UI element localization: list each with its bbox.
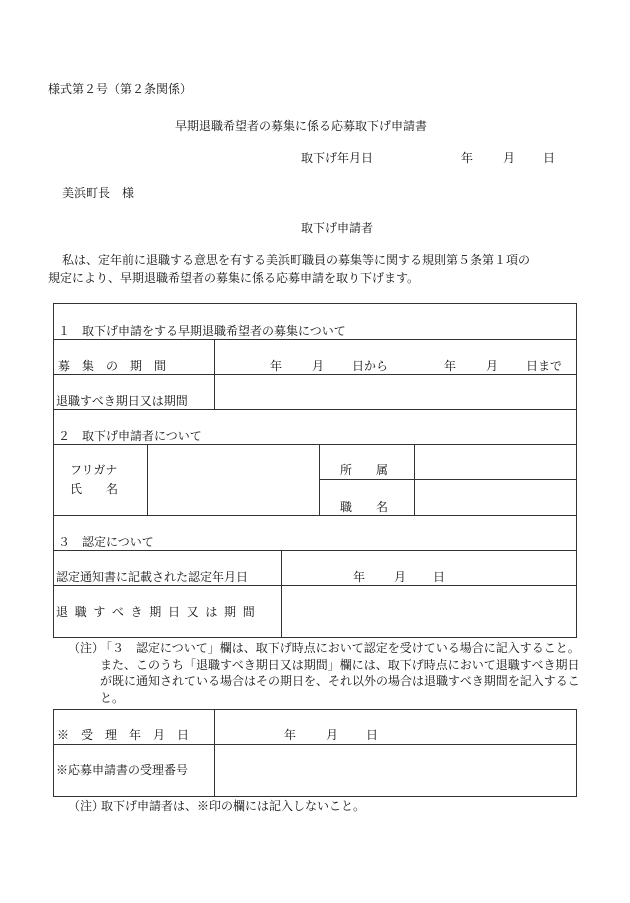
furigana-label: フリガナ <box>70 463 118 477</box>
note-1-label: （注） <box>68 641 105 655</box>
position-label: 職 名 <box>340 500 389 514</box>
period-to-day: 日まで <box>526 359 563 373</box>
withdrawal-date-label: 取下げ年月日 <box>301 151 374 165</box>
form-title: 早期退職希望者の募集に係る応募取下げ申請書 <box>175 119 428 133</box>
receipt-date-day: 日 <box>366 728 379 742</box>
receipt-number-label: ※応募申請書の受理番号 <box>56 763 189 777</box>
receipt-date-label: ※ 受 理 年 月 日 <box>57 728 190 742</box>
note-2-text: 取下げ申請者は、※印の欄には記入しないこと。 <box>101 799 366 813</box>
section1-title: １ 取下げ申請をする早期退職希望者の募集について <box>58 324 346 338</box>
retirement-date-label-2: 退職すべき期日又は期間 <box>56 605 262 619</box>
certification-date-label: 認定通知書に記載された認定年月日 <box>56 570 249 584</box>
cert-date-year: 年 <box>353 570 366 584</box>
withdrawal-date-month: 月 <box>503 151 516 165</box>
affiliation-label: 所 属 <box>340 463 389 477</box>
withdrawal-date-day: 日 <box>543 151 556 165</box>
cert-date-day: 日 <box>433 570 446 584</box>
recruitment-period-label: 募 集 の 期 間 <box>58 359 167 373</box>
body-text-line2: 規定により、早期退職希望者の募集に係る応募申請を取り下げます。 <box>48 271 420 285</box>
section3-title: ３ 認定について <box>58 535 154 549</box>
body-text-line1: 私は、定年前に退職する意思を有する美浜町職員の募集等に関する規則第５条第１項の <box>62 253 531 267</box>
name-label: 氏 名 <box>70 482 119 496</box>
period-from-year: 年 <box>270 359 283 373</box>
note-2-label: （注） <box>68 799 105 813</box>
note-1 <box>68 640 580 706</box>
period-from-day: 日から <box>352 359 389 373</box>
receipt-date-year: 年 <box>284 728 297 742</box>
note-1-text: 「３ 認定について」欄は、取下げ時点において認定を受けている場合に記入すること。また、このうち「退職すべき期日又は期間」欄には、取下げ時点において退職すべき期日が既に通知されている場合はその期日を、それ以外の場合は退職すべき期間を記入すること。 <box>100 641 580 705</box>
addressee: 美浜町長 様 <box>62 186 135 200</box>
retirement-date-label: 退職すべき期日又は期間 <box>56 394 188 408</box>
period-from-month: 月 <box>312 359 325 373</box>
period-to-month: 月 <box>486 359 499 373</box>
cert-date-month: 月 <box>394 570 407 584</box>
applicant-label: 取下げ申請者 <box>301 221 374 235</box>
period-to-year: 年 <box>444 359 457 373</box>
form-number: 様式第２号（第２条関係） <box>48 82 193 96</box>
receipt-date-month: 月 <box>326 728 339 742</box>
withdrawal-date-year: 年 <box>461 151 474 165</box>
section2-title: ２ 取下げ申請者について <box>58 429 202 443</box>
